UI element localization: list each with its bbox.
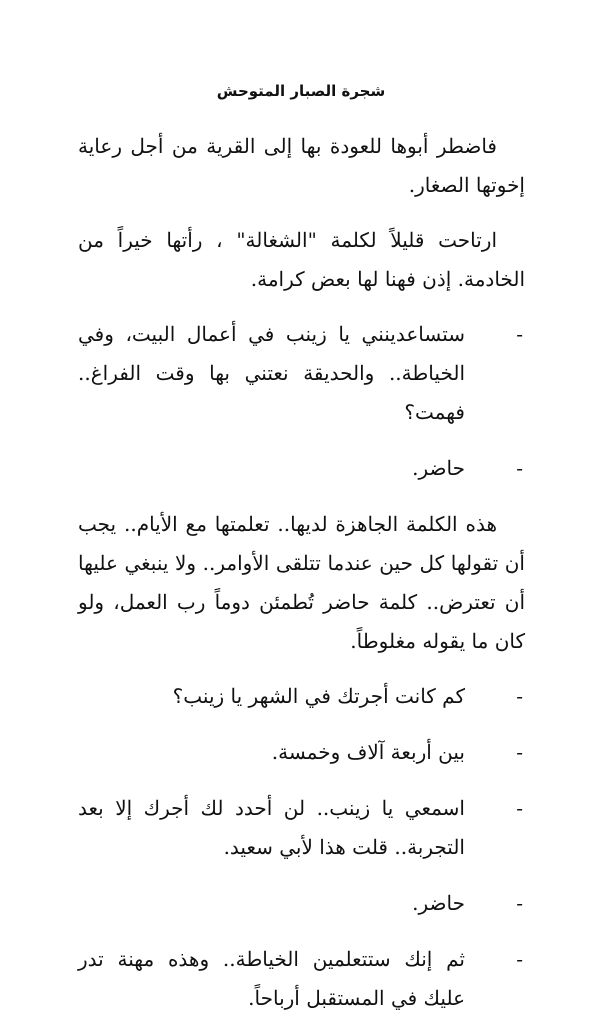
paragraph-1: فاضطر أبوها للعودة بها إلى القرية من أجل رعاية إخوتها الصغار.: [78, 134, 525, 197]
dialogue-line-3: [78, 677, 525, 716]
dialogue-line-2: [78, 449, 525, 488]
dialogue-text: اسمعي يا زينب.. لن أحدد لك أجرك إلا بعد التجربة.. قلت هذا لأبي سعيد.: [78, 796, 465, 859]
dialogue-line-4: [78, 733, 525, 772]
dialogue-dash: -: [516, 684, 523, 708]
dialogue-dash: -: [516, 947, 523, 971]
dialogue-dash: -: [516, 891, 523, 915]
dialogue-text: ستساعدينني يا زينب في أعمال البيت، وفي الخياطة.. والحديقة نعتني بها وقت الفراغ.. فهمت؟: [78, 322, 465, 424]
dialogue-text: بين أربعة آلاف وخمسة.: [271, 740, 465, 764]
dialogue-line-6: [78, 884, 525, 923]
dialogue-dash: -: [516, 796, 523, 820]
dialogue-line-5: [78, 789, 525, 867]
dialogue-text: حاضر.: [412, 456, 465, 480]
dialogue-text: حاضر.: [412, 891, 465, 915]
paragraph-3: هذه الكلمة الجاهزة لديها.. تعلمتها مع الأيام.. يجب أن تقولها كل حين عندما تتلقى الأوامر.. ولا ينبغي عليها أن تعترض.. كلمة حاضر تُطمئن دوماً رب العمل، ولو كان ما يقوله مغلوطاً.: [78, 512, 525, 653]
running-header-title: شجرة الصبار المتوحش: [216, 82, 386, 100]
dialogue-dash: -: [516, 456, 523, 480]
dialogue-dash: -: [516, 322, 523, 346]
dialogue-line-7: [78, 940, 525, 1018]
page-body: [78, 127, 525, 1035]
paragraph-2: ارتاحت قليلاً لكلمة "الشغالة" ، رأتها خيراً من الخادمة. إذن فهنا لها بعض كرامة.: [78, 228, 525, 291]
dialogue-text: ثم إنك ستتعلمين الخياطة.. وهذه مهنة تدر عليك في المستقبل أرباحاً.: [78, 947, 465, 1010]
dialogue-dash: -: [516, 740, 523, 764]
dialogue-line-1: [78, 315, 525, 432]
dialogue-text: كم كانت أجرتك في الشهر يا زينب؟: [172, 684, 465, 708]
